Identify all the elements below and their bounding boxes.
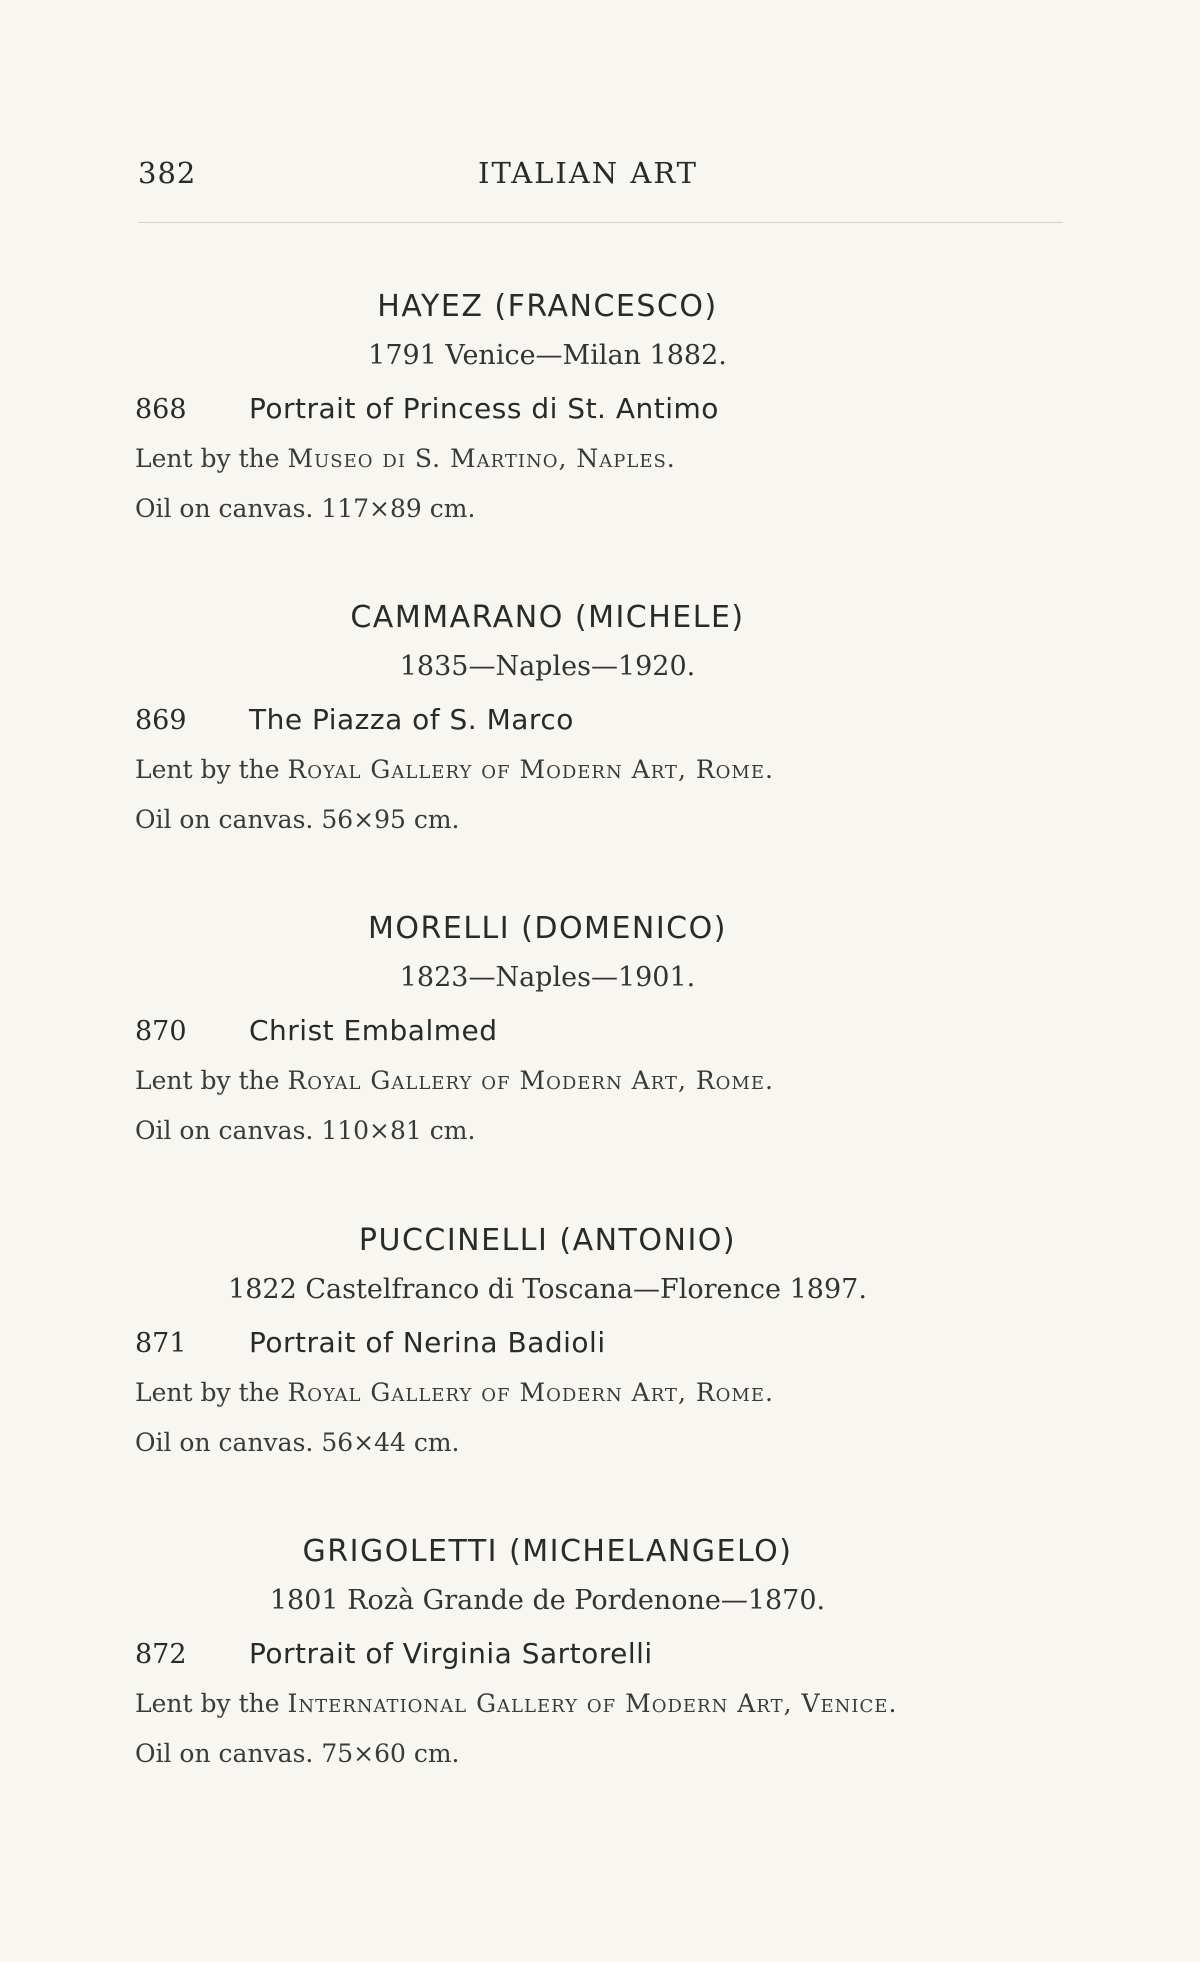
lender-name: International Gallery of Modern Art, Venice. [287, 1689, 898, 1718]
catalogue-number: 869 [135, 705, 187, 736]
lender-line [135, 1368, 1095, 1418]
artist-dates: 1835—Naples—1920. [399, 651, 696, 682]
artist-dates: 1823—Naples—1901. [399, 962, 696, 993]
lender-line [135, 1056, 1095, 1106]
catalogue-number: 870 [135, 1016, 187, 1047]
lender-line [135, 434, 1095, 484]
artist-dates: 1801 Rozà Grande de Pordenone—1870. [269, 1585, 826, 1616]
dimensions: 110×81 cm. [321, 1116, 476, 1145]
work-line [135, 1004, 1095, 1056]
header-rule [138, 222, 1063, 223]
artist-dates: 1822 Castelfranco di Toscana—Florence 1897. [228, 1274, 867, 1305]
medium-line [135, 795, 1095, 845]
work-title: Portrait of Virginia Sartorelli [249, 1637, 653, 1670]
lender-line [135, 1679, 1095, 1729]
medium-line [135, 484, 1095, 534]
lent-by-label: Lent by the [135, 1066, 280, 1095]
work-line [135, 382, 1095, 434]
artist-name: CAMMARANO (MICHELE) [350, 600, 745, 635]
lent-by-label: Lent by the [135, 1378, 280, 1407]
work-line [135, 1627, 1095, 1679]
catalogue-entry [135, 1218, 1095, 1468]
work-line [135, 693, 1095, 745]
lender-name: Royal Gallery of Modern Art, Rome. [287, 755, 774, 784]
medium-line [135, 1106, 1095, 1156]
lent-by-label: Lent by the [135, 444, 280, 473]
catalogue-number: 872 [135, 1639, 187, 1670]
dimensions: 117×89 cm. [321, 494, 476, 523]
medium-line [135, 1729, 1095, 1779]
lent-by-label: Lent by the [135, 755, 280, 784]
artist-name: MORELLI (DOMENICO) [368, 911, 727, 946]
medium: Oil on canvas. [135, 1739, 314, 1768]
work-line [135, 1316, 1095, 1368]
medium: Oil on canvas. [135, 1116, 314, 1145]
artist-dates: 1791 Venice—Milan 1882. [368, 340, 727, 371]
page-number: 382 [138, 156, 197, 190]
artist-name: GRIGOLETTI (MICHELANGELO) [302, 1534, 793, 1569]
catalogue-number: 871 [135, 1328, 187, 1359]
work-title: The Piazza of S. Marco [249, 703, 574, 736]
medium: Oil on canvas. [135, 805, 314, 834]
lent-by-label: Lent by the [135, 1689, 280, 1718]
artist-name: HAYEZ (FRANCESCO) [377, 289, 718, 324]
catalogue-entry [135, 906, 1095, 1156]
running-title: ITALIAN ART [477, 156, 698, 190]
catalogue-entry [135, 284, 1095, 534]
medium-line [135, 1418, 1095, 1468]
work-title: Christ Embalmed [249, 1014, 498, 1047]
artist-name: PUCCINELLI (ANTONIO) [358, 1223, 737, 1258]
lender-name: Royal Gallery of Modern Art, Rome. [287, 1378, 774, 1407]
medium: Oil on canvas. [135, 1428, 314, 1457]
catalogue-entry [135, 595, 1095, 845]
dimensions: 56×95 cm. [321, 805, 460, 834]
work-title: Portrait of Princess di St. Antimo [249, 392, 719, 425]
dimensions: 75×60 cm. [321, 1739, 460, 1768]
catalogue-entry [135, 1529, 1095, 1779]
lender-line [135, 745, 1095, 795]
medium: Oil on canvas. [135, 494, 314, 523]
running-head [138, 156, 1068, 196]
lender-name: Royal Gallery of Modern Art, Rome. [287, 1066, 774, 1095]
dimensions: 56×44 cm. [321, 1428, 460, 1457]
work-title: Portrait of Nerina Badioli [249, 1326, 606, 1359]
lender-name: Museo di S. Martino, Naples. [287, 444, 676, 473]
catalogue-number: 868 [135, 394, 187, 425]
